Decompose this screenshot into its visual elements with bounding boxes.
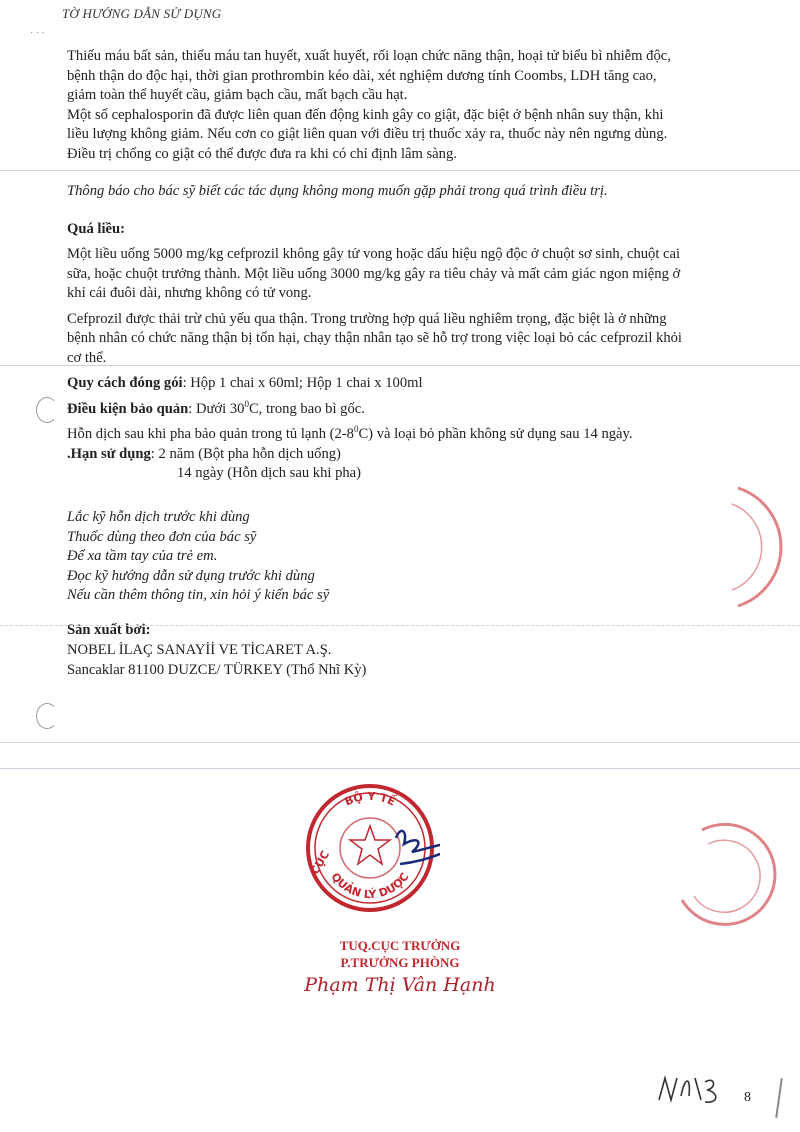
overdose-line: cơ thể. [67, 349, 107, 366]
shelf-life-value-1: : 2 năm (Bột pha hỗn dịch uống) [150, 445, 341, 462]
caution-item: Để xa tầm tay của trẻ em. [67, 548, 218, 564]
storage-row [67, 400, 779, 420]
adverse-line: bệnh thận do độc hại, thời gian prothrombin kéo dài, xét nghiệm dương tính Coombs, LDH tăng cao, [67, 67, 657, 84]
shelf-life-value-2: 14 ngày (Hỗn dịch sau khi pha) [177, 465, 362, 481]
packaging-value: : Hộp 1 chai x 60ml; Hộp 1 chai x 100ml [182, 375, 423, 391]
overdose-line: Cefprozil được thải trừ chủ yếu qua thận. Trong trường hợp quá liều nghiêm trọng, đặc biệt là ở những [67, 310, 667, 327]
overdose-heading: Quá liều: [67, 220, 125, 237]
overdose-line: Một liều uống 5000 mg/kg cefprozil không gây tử vong hoặc dấu hiệu ngộ độc ở chuột sơ sinh, chuột cai [67, 246, 681, 262]
seal-left-text: CỤC [308, 848, 333, 877]
punch-hole-mark [36, 397, 58, 423]
seal-top-text: BỘ Y TẾ [342, 789, 398, 809]
caution-item: Lắc kỹ hỗn dịch trước khi dùng [67, 509, 250, 525]
storage-note: Hỗn dịch sau khi pha bảo quản trong tủ lạnh $(2-8^0C)$ và loại bỏ phần không sử dụng sau 14 ngày. [67, 424, 633, 442]
manufacturer-name: NOBEL İLAÇ SANAYİİ VE TİCARET A.Ş. [67, 642, 332, 658]
signature-title-2: P.TRƯỞNG PHÒNG [340, 955, 460, 970]
adverse-notice: Thông báo cho bác sỹ biết các tác dụng không mong muốn gặp phải trong quá trình điều trị. [67, 183, 608, 199]
partial-seal-stamp [718, 482, 800, 612]
manufacturer-block [67, 620, 366, 680]
scan-specks: · · · [30, 28, 45, 39]
scan-rule [0, 365, 800, 366]
cautions-list [67, 508, 329, 606]
scan-rule [0, 170, 800, 171]
punch-hole-mark [36, 703, 58, 729]
signature-name: Phạm Thị Vân Hạnh [304, 974, 496, 996]
main-content [67, 47, 779, 484]
adverse-line: liều lượng không giảm. Nếu cơn co giật liên quan với điều trị thuốc xảy ra, thuốc này nên ngưng dùng. [67, 126, 668, 142]
adverse-line: giảm toàn thể huyết cầu, giảm bạch cầu, mất bạch cầu hạt. [67, 87, 408, 103]
caution-item: Đọc kỹ hướng dẫn sử dụng trước khi dùng [67, 567, 315, 584]
handwritten-initials [655, 1070, 735, 1110]
page-number: 8 [744, 1090, 751, 1105]
shelf-life-row [67, 445, 779, 465]
overdose-line: khỉ cái đuôi dài, nhưng không có tử vong. [67, 285, 312, 301]
manufacturer-address: Sancaklar 81100 DUZCE/ TÜRKEY (Thổ Nhĩ Kỳ) [67, 662, 367, 678]
overdose-line: sữa, hoặc chuột trưởng thành. Một liều uống 3000 mg/kg gây ra tiêu chảy và mất cảm giác ngon miệng ở [67, 265, 681, 282]
storage-value: : Dưới $30^0C$, trong bao bì gốc. [188, 398, 365, 417]
scan-rule [0, 625, 800, 626]
document-header: TỜ HƯỚNG DẪN SỬ DỤNG [62, 6, 222, 21]
overdose-section [67, 220, 779, 369]
packaging-row [67, 374, 779, 394]
overdose-line: bệnh nhân có chức năng thận bị tổn hại, chạy thận nhân tạo sẽ hỗ trợ trong việc loại bỏ các cefprozil khỏi [67, 330, 682, 346]
adverse-effects-section [67, 47, 779, 202]
official-seal-stamp [300, 778, 440, 918]
packaging-label: Quy cách đóng gói [67, 375, 183, 391]
shelf-life-label: .Hạn sử dụng [67, 445, 151, 462]
adverse-line: Thiếu máu bất sản, thiếu máu tan huyết, xuất huyết, rối loạn chức năng thận, hoại tử biểu bì nhiễm độc, [67, 48, 671, 64]
manufacturer-label: Sản xuất bởi: [67, 622, 151, 638]
adverse-line: Điều trị chống co giật có thể được đưa ra khi có chỉ định lâm sàng. [67, 145, 457, 162]
scan-rule [0, 768, 800, 769]
caution-item: Nếu cần thêm thông tin, xin hỏi ý kiến bác sỹ [67, 587, 330, 603]
adverse-line: Một số cephalosporin đã được liên quan đến động kinh gây co giật, đặc biệt ở bệnh nhân suy thận, khi [67, 106, 664, 123]
scan-rule [0, 742, 800, 743]
caution-item: Thuốc dùng theo đơn của bác sỹ [67, 528, 257, 545]
signature-block [300, 937, 500, 994]
signature-title-1: TUQ.CỤC TRƯỞNG [339, 938, 461, 953]
signature-scribble [396, 831, 440, 864]
seal-bottom-text: QUẢN LÝ DƯỢC [328, 870, 412, 902]
page-edge-line [775, 1078, 783, 1118]
partial-seal-stamp [672, 820, 782, 930]
storage-label: Điều kiện bảo quản [67, 400, 189, 417]
